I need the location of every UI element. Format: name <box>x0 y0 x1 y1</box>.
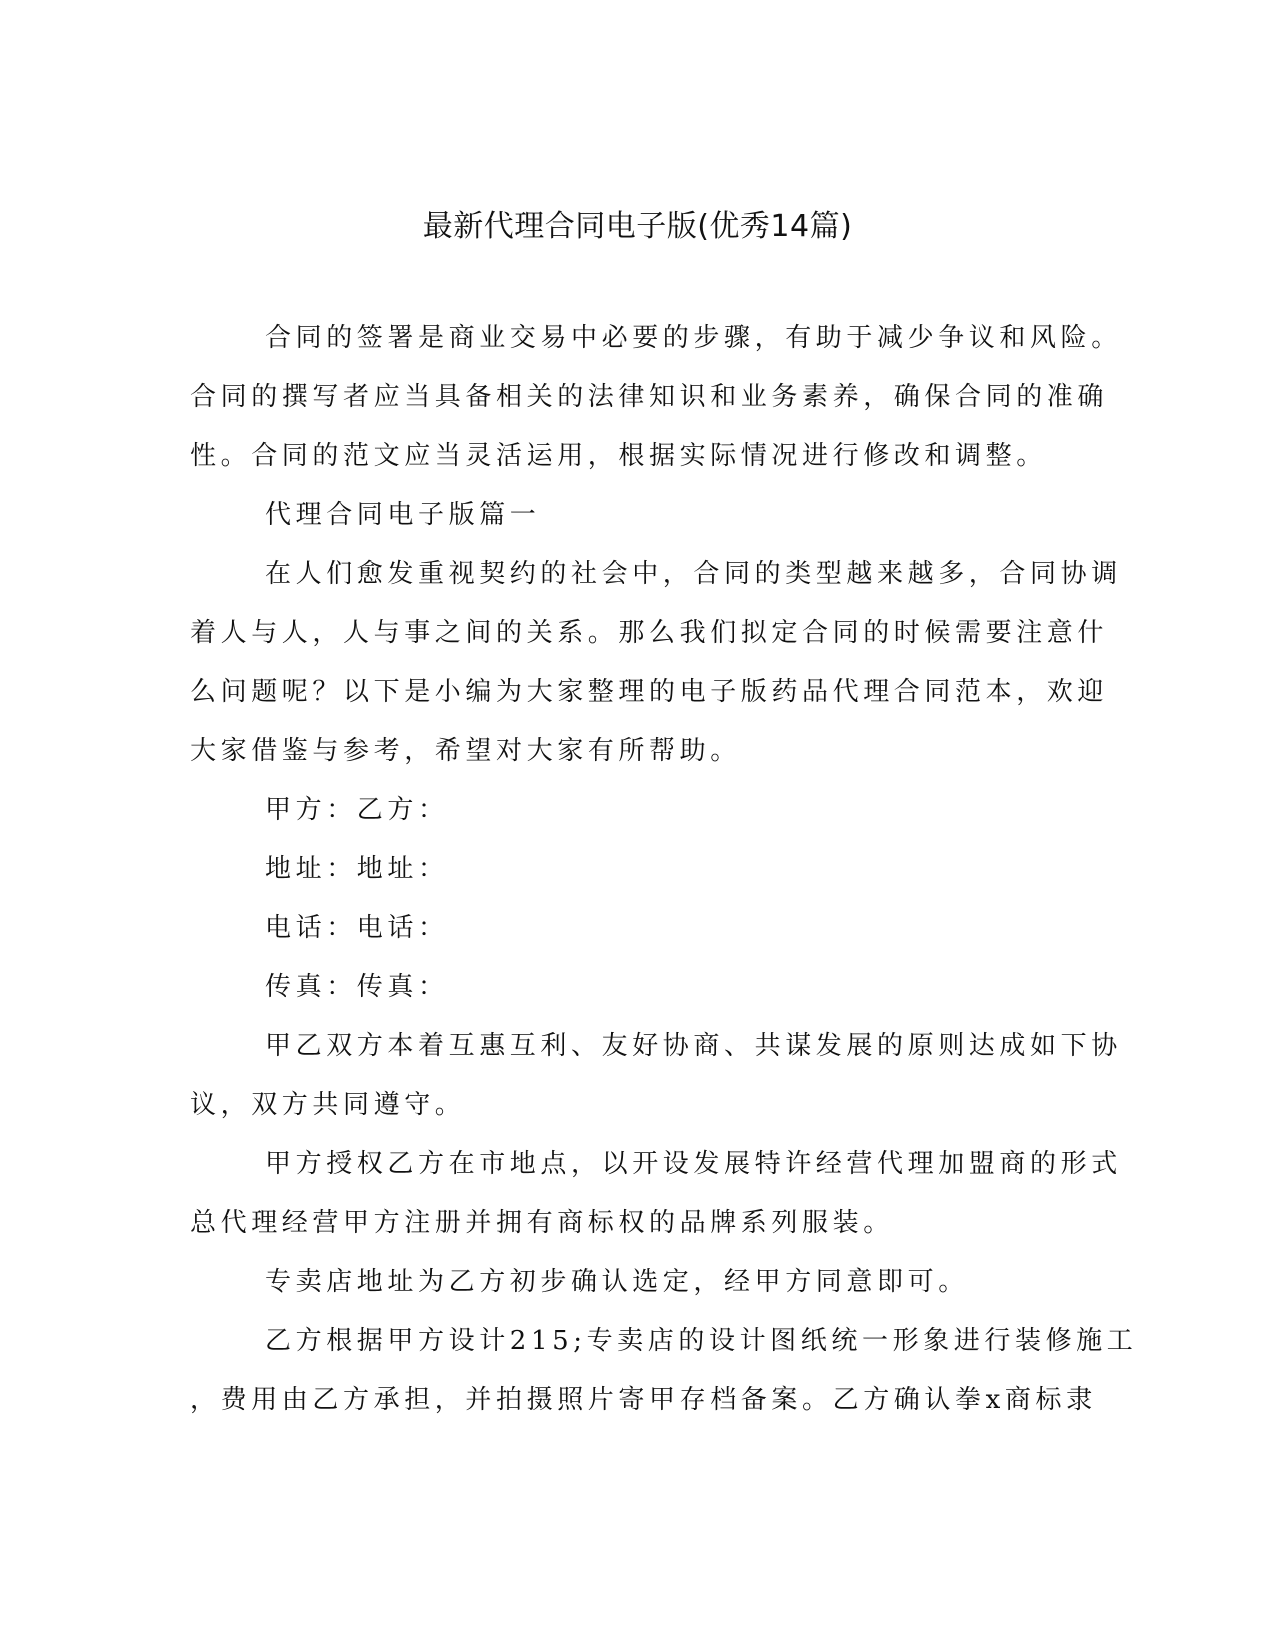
parties-line: 甲方：乙方： <box>265 795 449 825</box>
document-title: 最新代理合同电子版(优秀14篇) <box>422 209 853 244</box>
para1-line-4: 大家借鉴与参考，希望对大家有所帮助。 <box>190 736 741 766</box>
phone-line: 电话：电话： <box>265 913 449 943</box>
para2-line-1: 甲乙双方本着互惠互利、友好协商、共谋发展的原则达成如下协 <box>265 1031 1122 1061</box>
para4-line: 专卖店地址为乙方初步确认选定，经甲方同意即可。 <box>265 1267 969 1297</box>
intro-line-2: 合同的撰写者应当具备相关的法律知识和业务素养，确保合同的准确 <box>190 382 1109 412</box>
para3-line-2: 总代理经营甲方注册并拥有商标权的品牌系列服装。 <box>190 1208 894 1238</box>
fax-line: 传真：传真： <box>265 972 449 1002</box>
para1-line-3: 么问题呢？以下是小编为大家整理的电子版药品代理合同范本，欢迎 <box>190 677 1109 707</box>
para5-line-2: ，费用由乙方承担，并拍摄照片寄甲存档备案。乙方确认拳x商标隶 <box>190 1385 1097 1415</box>
intro-line-1: 合同的签署是商业交易中必要的步骤，有助于减少争议和风险。 <box>265 323 1122 353</box>
para2-line-2: 议，双方共同遵守。 <box>190 1090 466 1120</box>
para3-line-1: 甲方授权乙方在市地点，以开设发展特许经营代理加盟商的形式 <box>265 1149 1122 1179</box>
para5-line-1: 乙方根据甲方设计215;专卖店的设计图纸统一形象进行装修施工 <box>265 1326 1138 1356</box>
intro-line-3: 性。合同的范文应当灵活运用，根据实际情况进行修改和调整。 <box>190 441 1047 471</box>
address-line: 地址：地址： <box>265 854 449 884</box>
section-heading: 代理合同电子版篇一 <box>265 500 541 530</box>
para1-line-2: 着人与人，人与事之间的关系。那么我们拟定合同的时候需要注意什 <box>190 618 1109 648</box>
para1-line-1: 在人们愈发重视契约的社会中，合同的类型越来越多，合同协调 <box>265 559 1122 589</box>
